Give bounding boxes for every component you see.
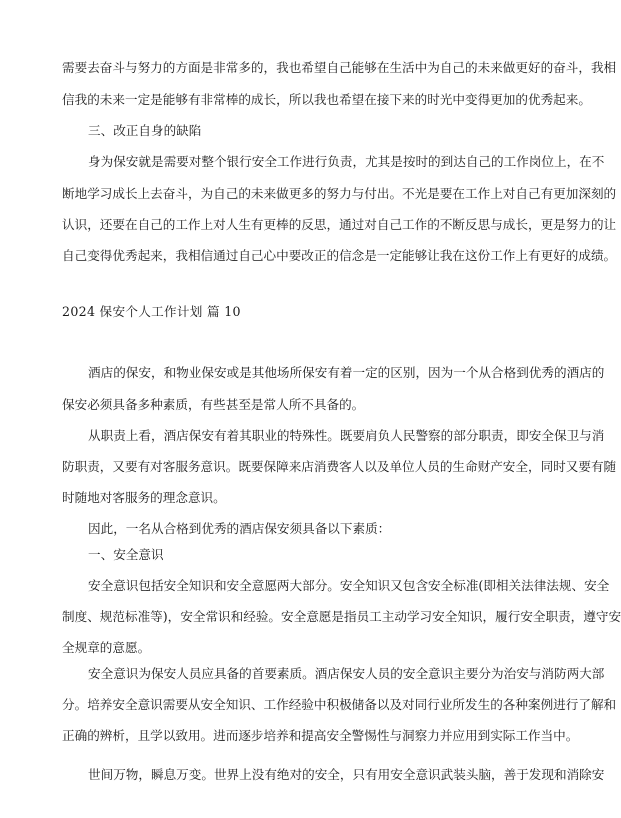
para7-line-1: 安全意识为保安人员应具备的首要素质。酒店保安人员的安全意识主要分为治安与消防两大部 — [88, 666, 605, 681]
heading-3: 三、改正自身的缺陷 — [88, 123, 202, 138]
para4-line-1: 从职责上看，酒店保安有着其职业的特殊性。既要肩负人民警察的部分职责，即安全保卫与消 — [88, 428, 605, 443]
para1-line-2: 信我的未来一定是能够有非常棒的成长，所以我也希望在接下来的时光中变得更加的优秀起来。 — [62, 92, 591, 107]
para2-line-1: 身为保安就是需要对整个银行安全工作进行负责，尤其是按时的到达自己的工作岗位上，在不 — [88, 154, 605, 169]
para6-line-2: 制度、规范标准等)，安全常识和经验。安全意愿是指员工主动学习安全知识，履行安全职责，遵守安 — [62, 609, 621, 624]
para2-line-3: 认识，还要在自己的工作上对人生有更棒的反思，通过对自己工作的不断反思与成长，更是努力的让 — [62, 217, 617, 232]
para2-line-4: 自己变得优秀起来，我相信通过自己心中要改正的信念是一定能够让我在这份工作上有更好的成绩。 — [62, 248, 617, 263]
para3-line-2: 保安必须具备多种素质，有些甚至是常人所不具备的。 — [62, 397, 365, 412]
para7-line-2: 分。培养安全意识需要从安全知识、工作经验中积极储备以及对同行业所发生的各种案例进行了解和 — [62, 697, 617, 712]
para3-line-1: 酒店的保安，和物业保安或是其他场所保安有着一定的区别，因为一个从合格到优秀的酒店的 — [88, 365, 605, 380]
para4-line-3: 时随地对客服务的理念意识。 — [62, 490, 226, 505]
para4-line-2: 防职责，又要有对客服务意识。既要保障来店消费客人以及单位人员的生命财产安全，同时又要有随 — [62, 459, 617, 474]
para1-line-1: 需要去奋斗与努力的方面是非常多的，我也希望自己能够在生活中为自己的未来做更好的奋斗，我相 — [62, 60, 617, 75]
para5: 因此，一名从合格到优秀的酒店保安须具备以下素质： — [88, 521, 391, 536]
para6-line-3: 全规章的意愿。 — [62, 640, 151, 655]
para6-line-1: 安全意识包括安全知识和安全意愿两大部分。安全知识又包含安全标准(即相关法律法规、安全 — [88, 578, 610, 593]
para8-line-1: 世间万物，瞬息万变。世界上没有绝对的安全，只有用安全意识武装头脑，善于发现和消除安 — [88, 767, 605, 782]
para7-line-3: 正确的辨析，且学以致用。进而逐步培养和提高安全警惕性与洞察力并应用到实际工作当中。 — [62, 728, 579, 743]
section-title: 2024 保安个人工作计划 篇 10 — [62, 304, 241, 319]
para2-line-2: 断地学习成长上去奋斗，为自己的未来做更多的努力与付出。不光是要在工作上对自己有更加深刻的 — [62, 186, 617, 201]
heading-1: 一、安全意识 — [88, 547, 164, 562]
